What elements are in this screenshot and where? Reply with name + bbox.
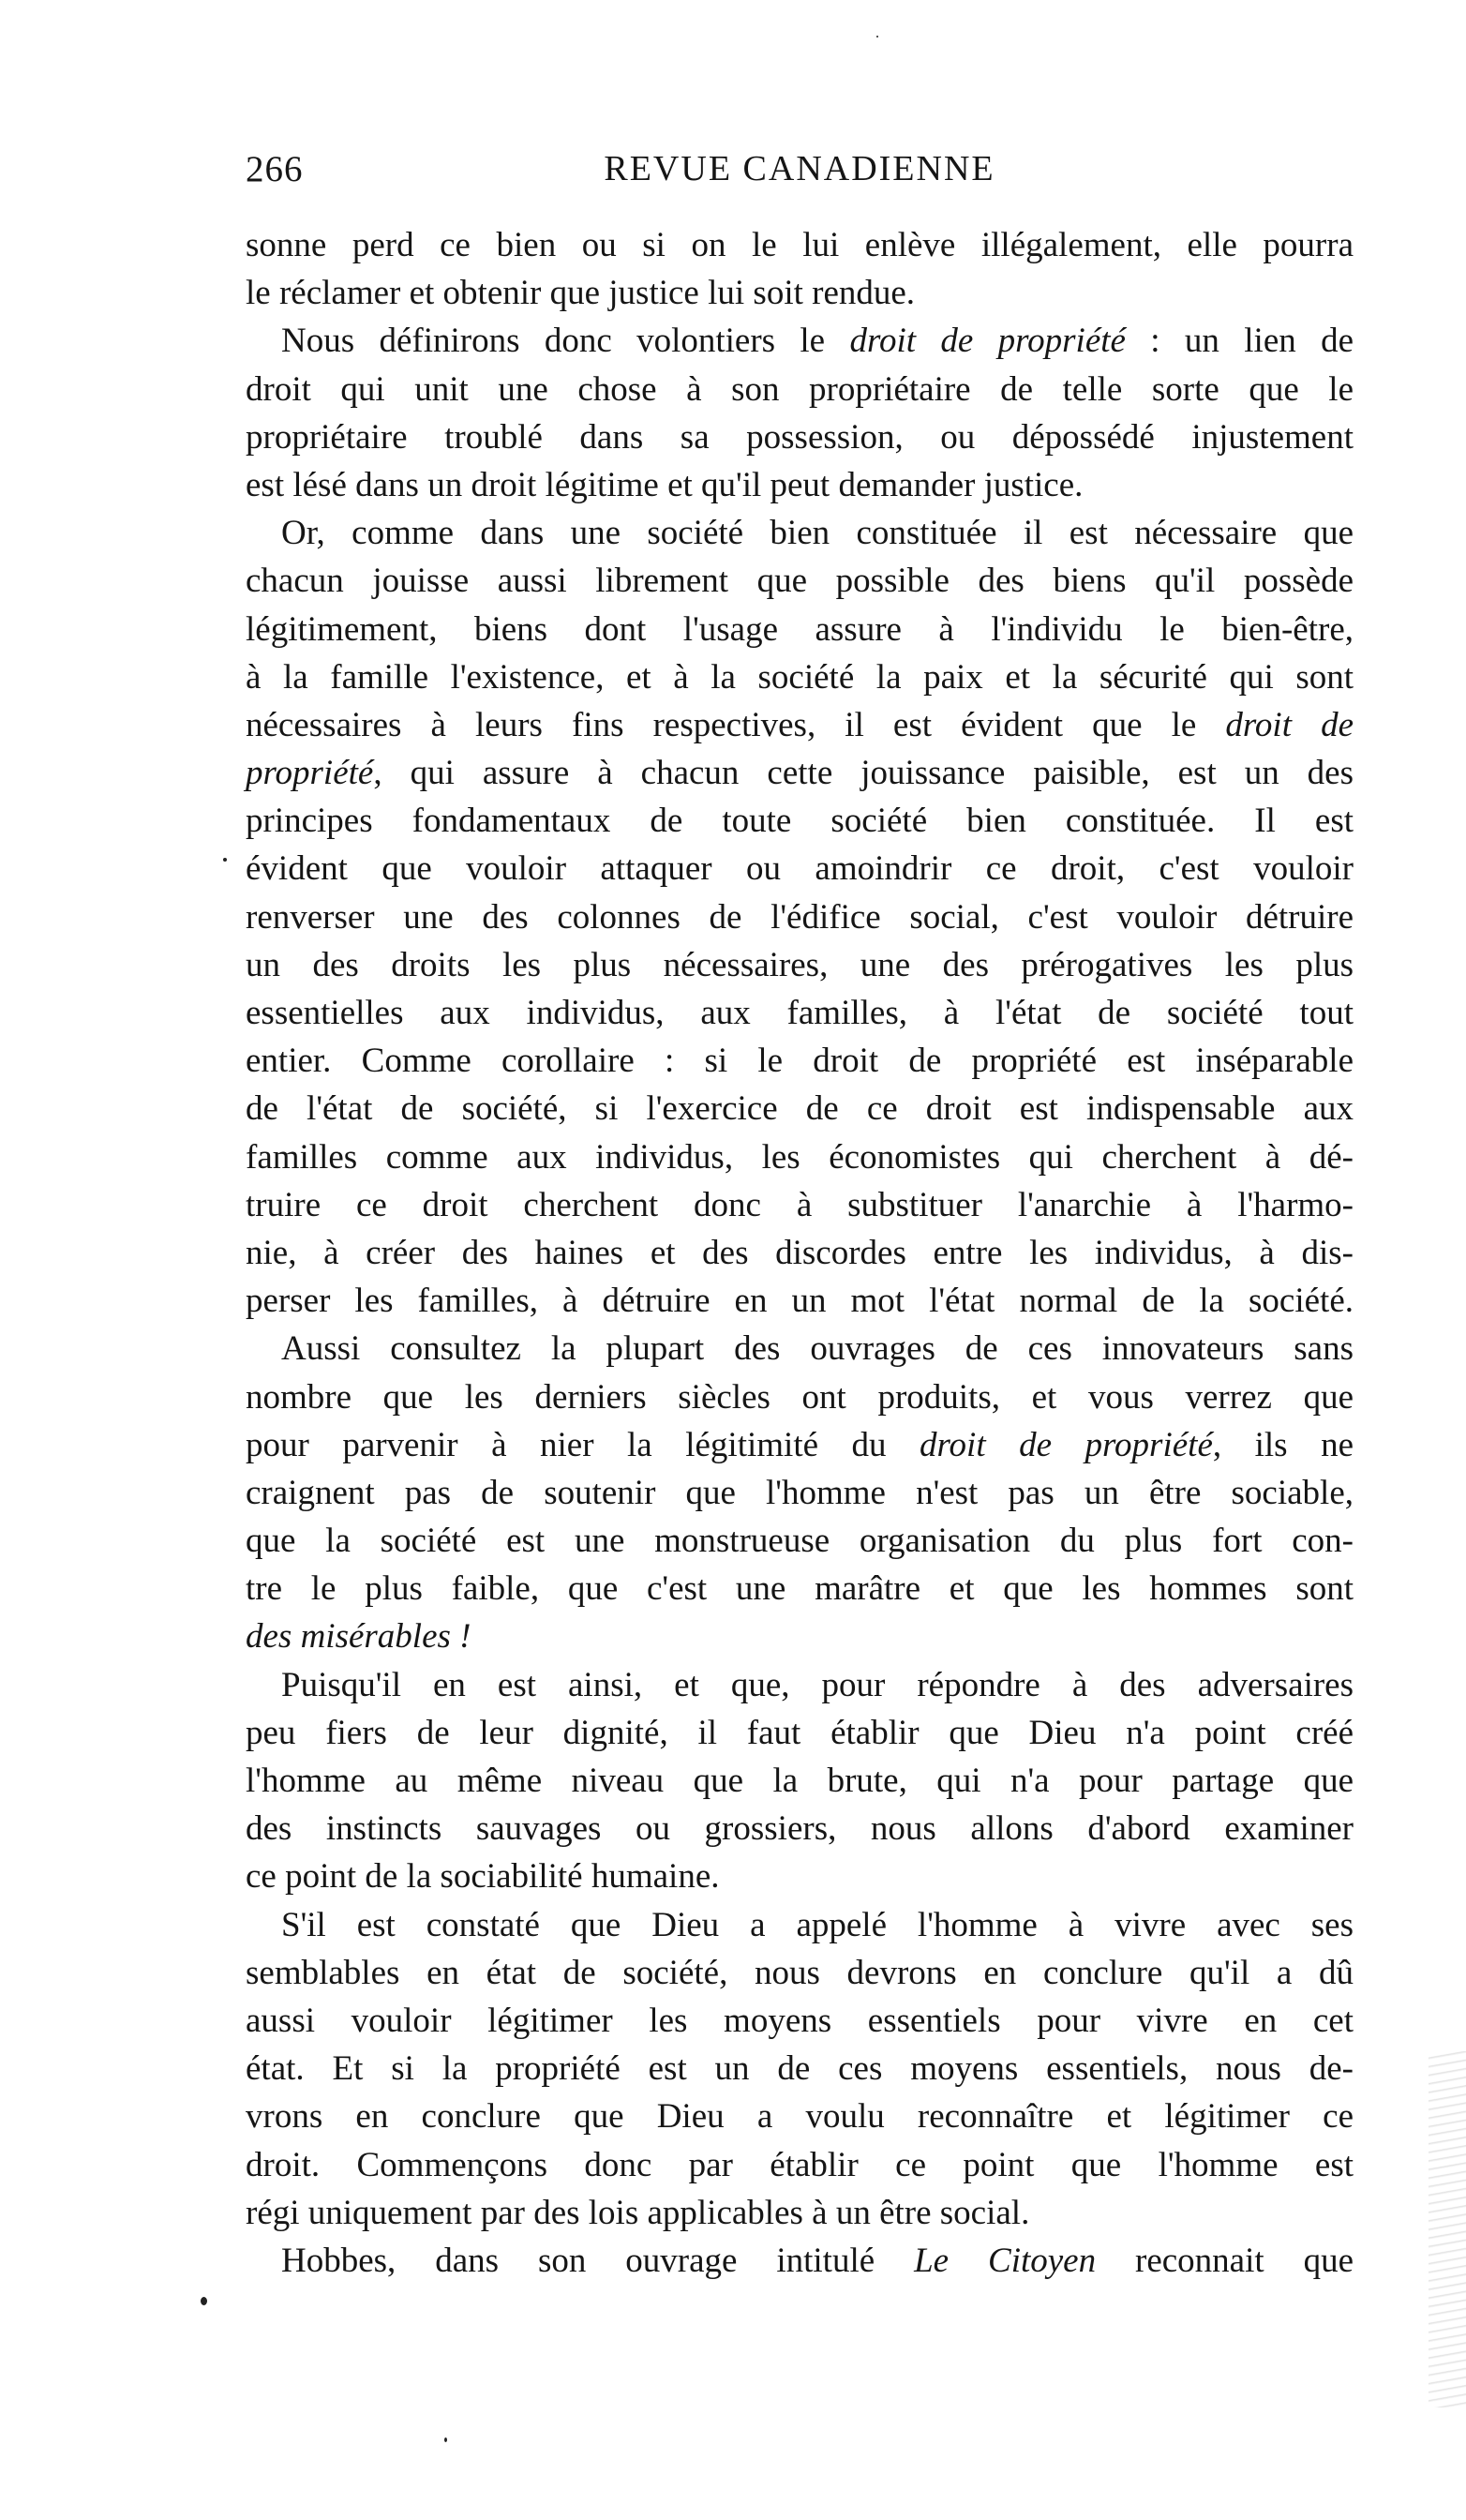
text-line: pour parvenir à nier la légitimité du droit de propriété, ils ne [246,1425,1354,1464]
text-line: nie, à créer des haines et des discordes entre les individus, à dis- [246,1233,1354,1272]
print-speck [444,2438,447,2442]
text-line: évident que vouloir attaquer ou amoindrir ce droit, c'est vouloir [246,849,1354,889]
text-line: craignent pas de soutenir que l'homme n'est pas un être sociable, [246,1473,1354,1512]
text-line: à la famille l'existence, et à la société la paix et la sécurité qui sont [246,657,1354,697]
page-header [246,148,1354,195]
text-line: truire ce droit cherchent donc à substituer l'anarchie à l'harmo- [246,1185,1354,1224]
text-line: régi uniquement par des lois applicables à un être social. [246,2193,1030,2232]
print-speck [223,858,227,862]
text-line: de l'état de société, si l'exercice de ce droit est indispensable aux [246,1089,1354,1129]
text-line: le réclamer et obtenir que justice lui soit rendue. [246,274,916,313]
text-line: semblables en état de société, nous devrons en conclure qu'il a dû [246,1953,1354,1992]
text-line: propriétaire troublé dans sa possession, ou dépossédé injustement [246,417,1354,457]
text-line: des misérables ! [246,1617,471,1657]
text-line: ce point de la sociabilité humaine. [246,1857,720,1897]
text-line: principes fondamentaux de toute société bien constituée. Il est [246,802,1354,841]
scan-edge-noise [1429,2051,1466,2408]
text-line: chacun jouisse aussi librement que possible des biens qu'il possède [246,562,1354,601]
text-line: légitimement, biens dont l'usage assure à l'individu le bien-être, [246,609,1354,649]
text-line: Puisqu'il en est ainsi, et que, pour répondre à des adversaires [281,1665,1354,1704]
text-line: Hobbes, dans son ouvrage intitulé Le Citoyen reconnait que [281,2241,1354,2280]
running-title: REVUE CANADIENNE [604,149,995,188]
print-speck [876,36,878,38]
text-line: entier. Comme corollaire : si le droit de propriété est inséparable [246,1042,1354,1081]
text-line: l'homme au même niveau que la brute, qui n'a pour partage que [246,1762,1354,1800]
text-line: vrons en conclure que Dieu a voulu reconnaître et légitimer ce [246,2097,1354,2137]
text-line: renverser une des colonnes de l'édifice social, c'est vouloir détruire [246,897,1354,937]
text-line: état. Et si la propriété est un de ces moyens essentiels, nous de- [246,2049,1354,2089]
text-line: nécessaires à leurs fins respectives, il est évident que le droit de [246,705,1354,744]
text-line: propriété, qui assure à chacun cette jouissance paisible, est un des [246,754,1354,793]
body-text [246,221,1354,2285]
page-number: 266 [246,149,304,189]
text-line: Aussi consultez la plupart des ouvrages de ces innovateurs sans [281,1329,1354,1369]
text-line: est lésé dans un droit légitime et qu'il peut demander justice. [246,465,1084,504]
text-line: essentielles aux individus, aux familles, à l'état de société tout [246,994,1354,1032]
text-line: familles comme aux individus, les économistes qui cherchent à dé- [246,1137,1354,1177]
text-line: des instincts sauvages ou grossiers, nous allons d'abord examiner [246,1809,1354,1849]
print-speck [201,2297,207,2305]
text-line: aussi vouloir légitimer les moyens essentiels pour vivre en cet [246,2001,1354,2040]
text-line: tre le plus faible, que c'est une marâtre et que les hommes sont [246,1569,1354,1609]
text-line: perser les familles, à détruire en un mot l'état normal de la société. [246,1282,1354,1321]
text-line: sonne perd ce bien ou si on le lui enlève illégalement, elle pourra [246,226,1354,264]
text-line: droit. Commençons donc par établir ce point que l'homme est [246,2145,1354,2184]
text-line: un des droits les plus nécessaires, une des prérogatives les plus [246,945,1354,984]
text-line: que la société est une monstrueuse organisation du plus fort con- [246,1522,1354,1561]
text-line: S'il est constaté que Dieu a appelé l'homme à vivre avec ses [281,1905,1354,1944]
text-line: Nous définirons donc volontiers le droit de propriété : un lien de [281,322,1354,361]
text-line: nombre que les derniers siècles ont produits, et vous verrez que [246,1377,1354,1417]
text-line: droit qui unit une chose à son propriétaire de telle sorte que le [246,369,1354,409]
text-line: peu fiers de leur dignité, il faut établir que Dieu n'a point créé [246,1713,1354,1752]
text-line: Or, comme dans une société bien constituée il est nécessaire que [281,514,1354,553]
